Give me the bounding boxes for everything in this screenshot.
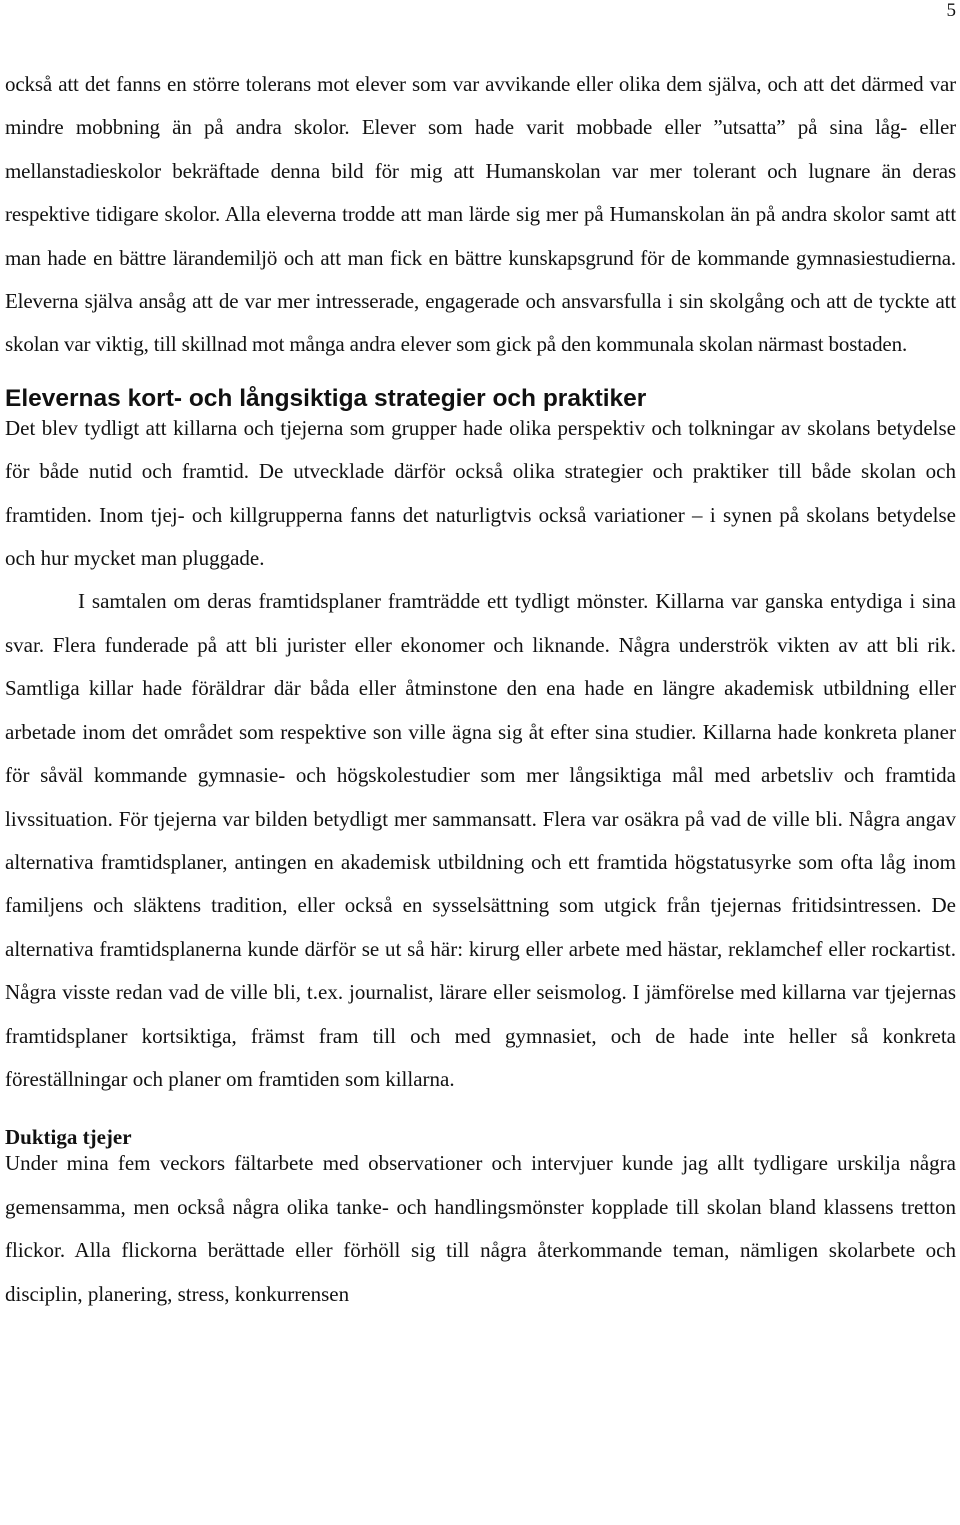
body-paragraph: Det blev tydligt att killarna och tjejerna som grupper hade olika perspektiv och tolkningar av skolans betydelse för både nutid och framtid. De utvecklade därför också olika strategier och praktiker till både skolan och framtiden. Inom tjej- och killgrupperna fanns det naturligtvis också variationer – i synen på skolans betydelse och hur mycket man pluggade. (5, 415, 956, 571)
body-paragraph: Under mina fem veckors fältarbete med observationer och intervjuer kunde jag allt tydligare urskilja några gemensamma, men också några olika tanke- och handlingsmönster kopplade till skolan bland klassens tretton flickor. Alla flickorna berättade eller förhöll sig till några återkommande teman, nämligen skolarbete och disciplin, planering, stress, konkurrensen (5, 1151, 956, 1306)
body-paragraph: också att det fanns en större tolerans mot elever som var avvikande eller olika dem själva, och att det därmed var mindre mobbning än på andra skolor. Elever som hade varit mobbade eller ”utsatta” på sina låg- eller mellanstadieskolor bekräftade denna bild för mig att Humanskolan var mer tolerant och lugnare än deras respektive tidigare skolor. Alla eleverna trodde att man lärde sig mer på Humanskolan än på andra skolor samt att man hade en bättre lärandemiljö och att man fick en bättre kunskapsgrund för de kommande gymnasiestudierna. Eleverna själva ansåg att de var mer intresserade, engagerade och ansvarsfulla i sin skolgång och att de tyckte att skolan var viktig, till skillnad mot många andra elever som gick på den kommunala skolan närmast bostaden. (5, 72, 956, 357)
section-heading: Elevernas kort- och långsiktiga strategier och praktiker (5, 384, 647, 412)
body-paragraph: I samtalen om deras framtidsplaner framträdde ett tydligt mönster. Killarna var ganska entydiga i sina svar. Flera funderade på att bli jurister eller ekonomer och liknande. Några underströk vikten av att bli rik. Samtliga killar hade föräldrar där båda eller åtminstone den ena hade en längre akademisk utbildning eller arbetade inom det området som respektive son ville ägna sig åt efter sina studier. Killarna hade konkreta planer för såväl kommande gymnasie- och högskolestudier som mer långsiktiga mål med arbetsliv och framtida livssituation. För tjejerna var bilden betydligt mer sammansatt. Flera var osäkra på vad de ville bli. Några angav alternativa framtidsplaner, antingen en akademisk utbildning och ett framtida högstatusyrke som ofta låg inom familjens och släktens tradition, eller också en sysselsättning som utgick från tjejernas fritidsintressen. De alternativa framtidsplanerna kunde därför se ut så här: kirurg eller arbete med hästar, reklamchef eller rockartist. Några visste redan vad de ville bli, t.ex. journalist, lärare eller seismolog. I jämförelse med killarna var tjejernas framtidsplaner kortsiktiga, främst fram till och med gymnasiet, och de hade inte heller så konkreta föreställningar och planer om framtiden som killarna. (5, 589, 956, 1091)
page-number: 5 (946, 0, 956, 21)
document-body (5, 63, 956, 1316)
section-heading: Duktiga tjejer (5, 1125, 132, 1150)
